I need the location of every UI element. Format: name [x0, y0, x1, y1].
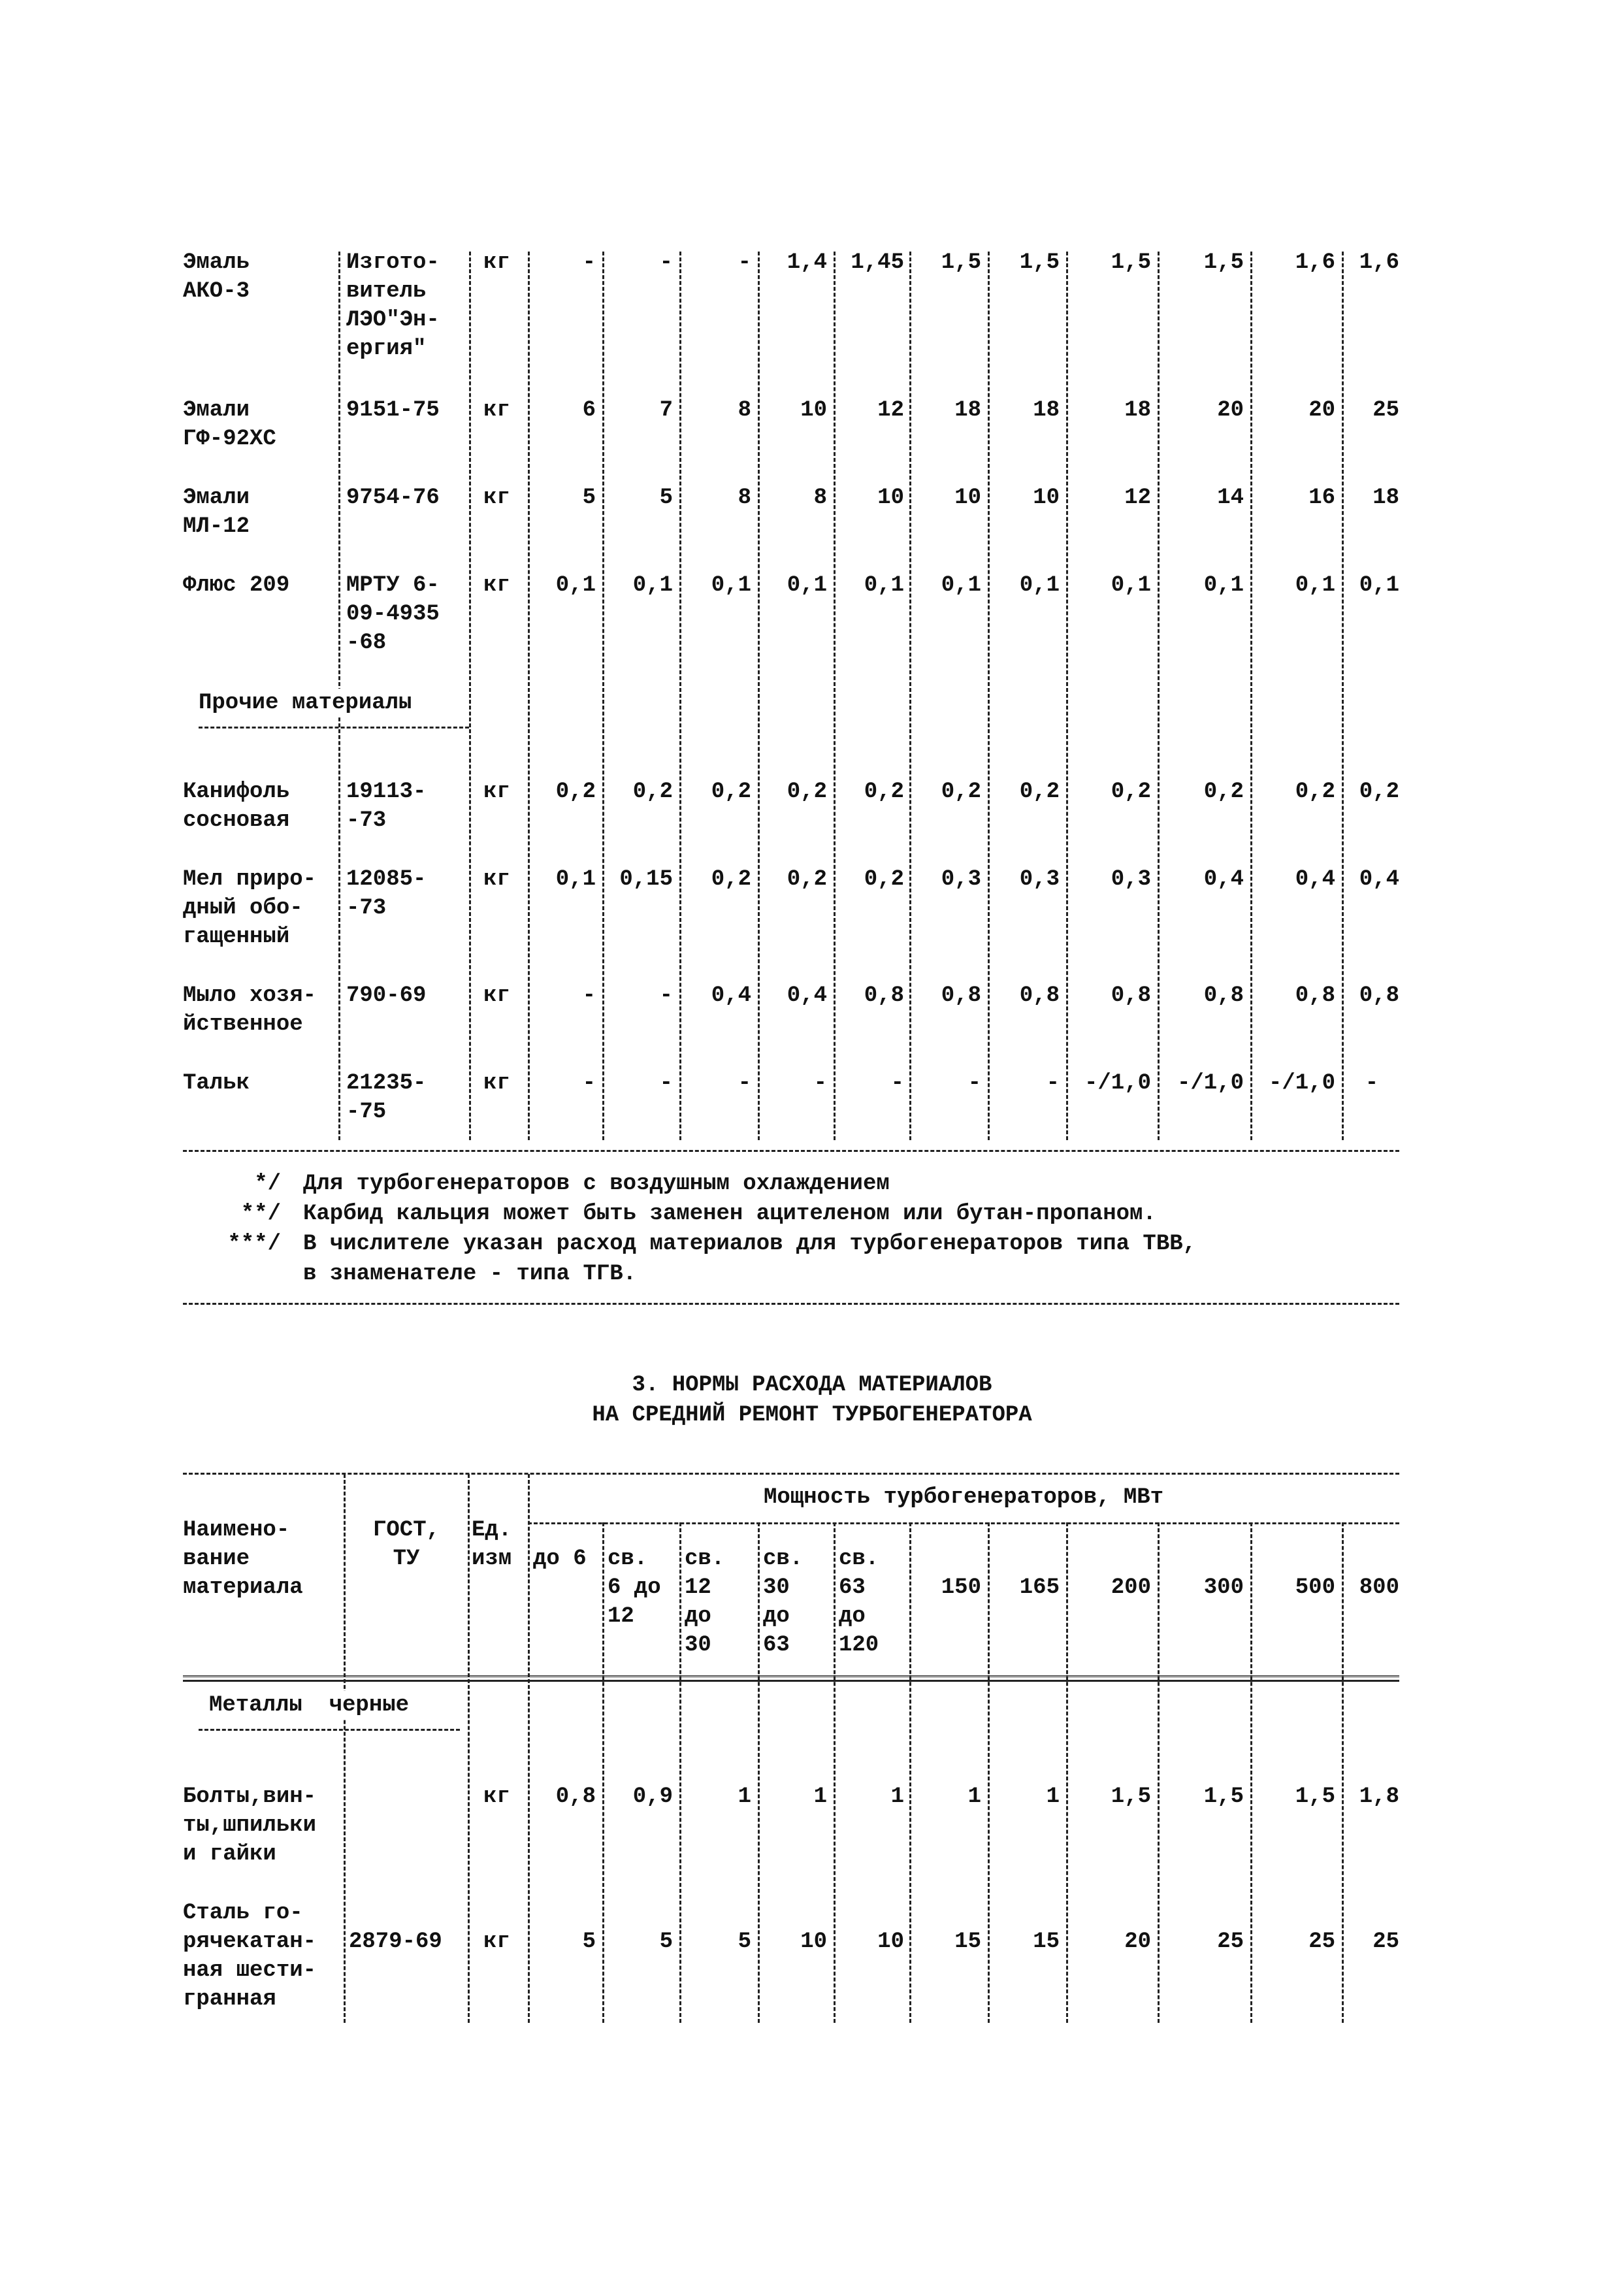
row-name: гранная [183, 1987, 276, 2012]
row-unit: кг [483, 485, 510, 510]
cell: 0,8 [1359, 983, 1399, 1008]
row-unit: кг [483, 573, 510, 598]
cell: 0,2 [787, 867, 827, 892]
cell: 0,2 [1111, 779, 1151, 804]
row-name: АКО-3 [183, 279, 250, 304]
col-sep [1066, 1522, 1068, 2023]
cell: - [582, 983, 596, 1008]
header-col: до [763, 1604, 790, 1629]
cell: 1 [813, 1784, 827, 1809]
cell: - [738, 1071, 751, 1096]
cell: - [813, 1071, 827, 1096]
cell: 1,45 [851, 250, 904, 275]
header-col: св. [608, 1547, 648, 1571]
col-sep [834, 252, 836, 1140]
cell: 1,5 [1203, 250, 1244, 275]
row-unit: кг [483, 1929, 510, 1954]
row-name: и гайки [183, 1842, 276, 1867]
cell: 16 [1308, 485, 1335, 510]
section-heading: Металлы черные [209, 1691, 409, 1720]
row-name: ты,шпильки [183, 1813, 317, 1838]
cell: - [890, 1071, 904, 1096]
cell: 0,1 [1019, 573, 1060, 598]
cell: 1 [890, 1784, 904, 1809]
cell: 1,6 [1359, 250, 1399, 275]
header-gost: ГОСТ, [372, 1518, 440, 1543]
header-col: св. [763, 1547, 804, 1571]
cell: 0,2 [711, 779, 751, 804]
cell: 25 [1372, 1929, 1399, 1954]
header-col: 63 [839, 1575, 866, 1600]
header-col: 12 [608, 1604, 634, 1629]
footnote-rule [183, 1303, 1399, 1305]
row-gost: 21235- [346, 1071, 427, 1096]
row-name: дный обо- [183, 896, 303, 921]
cell: 20 [1217, 398, 1244, 423]
col-sep [758, 252, 760, 1140]
cell: 1,5 [1111, 1784, 1151, 1809]
cell: - [582, 1071, 596, 1096]
cell: 10 [800, 398, 827, 423]
cell: 0,2 [711, 867, 751, 892]
col-sep [679, 1522, 681, 2023]
row-gost: 9754-76 [346, 485, 440, 510]
cell: 18 [954, 398, 981, 423]
col-sep [1158, 1522, 1160, 2023]
cell: -/1,0 [1268, 1071, 1335, 1096]
cell: 8 [738, 485, 751, 510]
col-sep [1342, 252, 1344, 1140]
cell: 0,15 [619, 867, 673, 892]
cell: - [582, 250, 596, 275]
cell: 5 [738, 1929, 751, 1954]
cell: 25 [1372, 398, 1399, 423]
cell: 0,1 [1295, 573, 1335, 598]
header-col: 150 [941, 1575, 981, 1600]
cell: 0,2 [1359, 779, 1399, 804]
cell: 18 [1033, 398, 1060, 423]
footnote-mark: **/ [240, 1202, 281, 1226]
header-unit: изм [472, 1547, 512, 1571]
row-name: Тальк [183, 1071, 250, 1096]
row-gost: 2879-69 [349, 1929, 442, 1954]
cell: 0,1 [1111, 573, 1151, 598]
col-sep [988, 1522, 990, 2023]
header-col: 30 [763, 1575, 790, 1600]
cell: 10 [877, 485, 904, 510]
row-name: Эмали [183, 398, 250, 423]
header-col: до [839, 1604, 866, 1629]
footnote-text: В числителе указан расход материалов для турбогенераторов типа ТВВ, [303, 1232, 1197, 1256]
cell: 1,8 [1359, 1784, 1399, 1809]
cell: 8 [813, 485, 827, 510]
cell: 0,4 [1203, 867, 1244, 892]
header-unit: Ед. [472, 1518, 512, 1543]
row-name: Сталь го- [183, 1901, 303, 1925]
row-gost: 12085- [346, 867, 427, 892]
cell: 1 [1046, 1784, 1060, 1809]
header-name: Наимено- [183, 1518, 290, 1543]
row-name: ГФ-92ХС [183, 427, 276, 451]
footnote-text: Карбид кальция может быть заменен ацителеном или бутан-пропаном. [303, 1202, 1156, 1226]
row-gost: МРТУ 6- [346, 573, 440, 598]
cell: - [1365, 1071, 1379, 1096]
cell: 5 [582, 485, 596, 510]
cell: - [659, 983, 673, 1008]
cell: 0,1 [941, 573, 981, 598]
section-heading: Прочие материалы [199, 689, 412, 717]
col-sep [988, 252, 990, 1140]
cell: - [659, 250, 673, 275]
cell: 0,1 [711, 573, 751, 598]
header-gost: ТУ [393, 1547, 420, 1571]
cell: 10 [1033, 485, 1060, 510]
header-power: Мощность турбогенераторов, МВт [763, 1485, 1164, 1510]
row-unit: кг [483, 1071, 510, 1096]
cell: 0,2 [941, 779, 981, 804]
cell: 18 [1124, 398, 1151, 423]
table-top-rule [183, 1473, 1399, 1475]
row-name: сосновая [183, 808, 290, 833]
row-unit: кг [483, 983, 510, 1008]
cell: 0,3 [1111, 867, 1151, 892]
cell: 0,8 [1295, 983, 1335, 1008]
cell: 25 [1217, 1929, 1244, 1954]
cell: 7 [659, 398, 673, 423]
cell: 0,4 [787, 983, 827, 1008]
footnote-mark: */ [254, 1172, 281, 1196]
col-sep [602, 1522, 604, 2023]
row-gost: витель [346, 279, 427, 304]
col-sep [834, 1522, 836, 2023]
cell: 15 [954, 1929, 981, 1954]
section-underline [199, 727, 469, 729]
cell: -/1,0 [1084, 1071, 1151, 1096]
cell: 0,9 [632, 1784, 673, 1809]
cell: 20 [1124, 1929, 1151, 1954]
header-name: материала [183, 1575, 303, 1600]
header-col: 200 [1111, 1575, 1151, 1600]
cell: 0,8 [941, 983, 981, 1008]
cell: 0,2 [864, 779, 904, 804]
cell: 1,4 [787, 250, 827, 275]
cell: 10 [800, 1929, 827, 1954]
header-col: 30 [685, 1633, 711, 1658]
cell: 0,1 [555, 867, 596, 892]
col-sep [469, 252, 471, 1140]
cell: 0,2 [787, 779, 827, 804]
cell: 0,2 [1019, 779, 1060, 804]
row-gost: ергия" [346, 336, 427, 361]
col-sep [679, 252, 681, 1140]
row-name: МЛ-12 [183, 514, 250, 539]
section-title: 3. НОРМЫ РАСХОДА МАТЕРИАЛОВ [632, 1373, 992, 1398]
cell: 20 [1308, 398, 1335, 423]
cell: 0,1 [555, 573, 596, 598]
col-sep [528, 1474, 530, 2023]
col-sep [1250, 252, 1252, 1140]
col-sep [1066, 252, 1068, 1140]
header-col: 63 [763, 1633, 790, 1658]
row-name: рячекатан- [183, 1929, 317, 1954]
col-sep [909, 1522, 911, 2023]
cell: 0,2 [1295, 779, 1335, 804]
row-gost: 790-69 [346, 983, 427, 1008]
row-unit: кг [483, 250, 510, 275]
cell: 1,5 [941, 250, 981, 275]
col-sep [1342, 1522, 1344, 2023]
row-name: Эмаль [183, 250, 250, 275]
header-col: 165 [1019, 1575, 1060, 1600]
table-bottom-rule [183, 1150, 1399, 1152]
cell: -/1,0 [1177, 1071, 1244, 1096]
cell: 14 [1217, 485, 1244, 510]
header-col: 800 [1359, 1575, 1399, 1600]
cell: 1,5 [1111, 250, 1151, 275]
cell: 1,5 [1203, 1784, 1244, 1809]
row-name: ная шести- [183, 1958, 317, 1983]
cell: - [967, 1071, 981, 1096]
power-header-rule [528, 1522, 1399, 1524]
col-sep [602, 252, 604, 1140]
cell: 0,8 [1019, 983, 1060, 1008]
header-col: 120 [839, 1633, 879, 1658]
cell: 0,4 [1295, 867, 1335, 892]
cell: 0,2 [864, 867, 904, 892]
row-name: Эмали [183, 485, 250, 510]
cell: 1 [738, 1784, 751, 1809]
row-gost: ЛЭО"Эн- [346, 308, 440, 333]
cell: 12 [877, 398, 904, 423]
row-gost: -68 [346, 631, 387, 655]
col-sep [528, 252, 530, 1140]
row-gost: -73 [346, 808, 387, 833]
cell: 0,1 [864, 573, 904, 598]
row-name: гащенный [183, 925, 290, 949]
cell: - [659, 1071, 673, 1096]
row-unit: кг [483, 1784, 510, 1809]
row-gost: -73 [346, 896, 387, 921]
header-col: 500 [1295, 1575, 1335, 1600]
cell: 0,2 [555, 779, 596, 804]
cell: 15 [1033, 1929, 1060, 1954]
cell: 0,1 [787, 573, 827, 598]
cell: 0,4 [1359, 867, 1399, 892]
cell: 1,5 [1019, 250, 1060, 275]
row-unit: кг [483, 398, 510, 423]
cell: 1 [967, 1784, 981, 1809]
row-gost: 19113- [346, 779, 427, 804]
col-sep [344, 1474, 346, 2023]
header-col: 6 до [608, 1575, 661, 1600]
row-name: Мыло хозя- [183, 983, 317, 1008]
header-col: до 6 [533, 1547, 587, 1571]
cell: 0,8 [1111, 983, 1151, 1008]
cell: 5 [659, 485, 673, 510]
row-name: Канифоль [183, 779, 290, 804]
cell: 0,8 [864, 983, 904, 1008]
footnote-text: Для турбогенераторов с воздушным охлаждением [303, 1172, 890, 1196]
cell: 18 [1372, 485, 1399, 510]
cell: 0,2 [632, 779, 673, 804]
cell: 5 [582, 1929, 596, 1954]
row-name: Мел приро- [183, 867, 317, 892]
cell: 0,1 [1359, 573, 1399, 598]
row-gost: Изгото- [346, 250, 440, 275]
header-double-rule [183, 1675, 1399, 1682]
section-underline [199, 1729, 460, 1731]
cell: 0,8 [1203, 983, 1244, 1008]
row-name: йственное [183, 1012, 303, 1037]
row-gost: 9151-75 [346, 398, 440, 423]
row-gost: 09-4935 [346, 602, 440, 627]
cell: 8 [738, 398, 751, 423]
col-sep [909, 252, 911, 1140]
cell: 0,4 [711, 983, 751, 1008]
cell: 25 [1308, 1929, 1335, 1954]
row-unit: кг [483, 867, 510, 892]
cell: - [738, 250, 751, 275]
footnote-mark: ***/ [227, 1232, 281, 1256]
cell: 0,2 [1203, 779, 1244, 804]
cell: 10 [877, 1929, 904, 1954]
row-name: Флюс 209 [183, 573, 290, 598]
section-subtitle: НА СРЕДНИЙ РЕМОНТ ТУРБОГЕНЕРАТОРА [592, 1403, 1032, 1428]
col-sep [468, 1474, 470, 2023]
cell: 1,6 [1295, 250, 1335, 275]
cell: - [1046, 1071, 1060, 1096]
header-col: св. [685, 1547, 725, 1571]
cell: 0,1 [1203, 573, 1244, 598]
cell: 1,5 [1295, 1784, 1335, 1809]
col-sep [1250, 1522, 1252, 2023]
footnote-text: в знаменателе - типа ТГВ. [303, 1262, 637, 1286]
row-unit: кг [483, 779, 510, 804]
header-col: до [685, 1604, 711, 1629]
col-sep [758, 1522, 760, 2023]
header-col: св. [839, 1547, 879, 1571]
cell: 6 [582, 398, 596, 423]
header-col: 300 [1203, 1575, 1244, 1600]
cell: 5 [659, 1929, 673, 1954]
header-col: 12 [685, 1575, 711, 1600]
cell: 0,1 [632, 573, 673, 598]
header-name: вание [183, 1547, 250, 1571]
cell: 10 [954, 485, 981, 510]
cell: 0,3 [1019, 867, 1060, 892]
cell: 0,8 [555, 1784, 596, 1809]
col-sep [1158, 252, 1160, 1140]
row-name: Болты,вин- [183, 1784, 317, 1809]
row-gost: -75 [346, 1100, 387, 1124]
cell: 0,3 [941, 867, 981, 892]
cell: 12 [1124, 485, 1151, 510]
